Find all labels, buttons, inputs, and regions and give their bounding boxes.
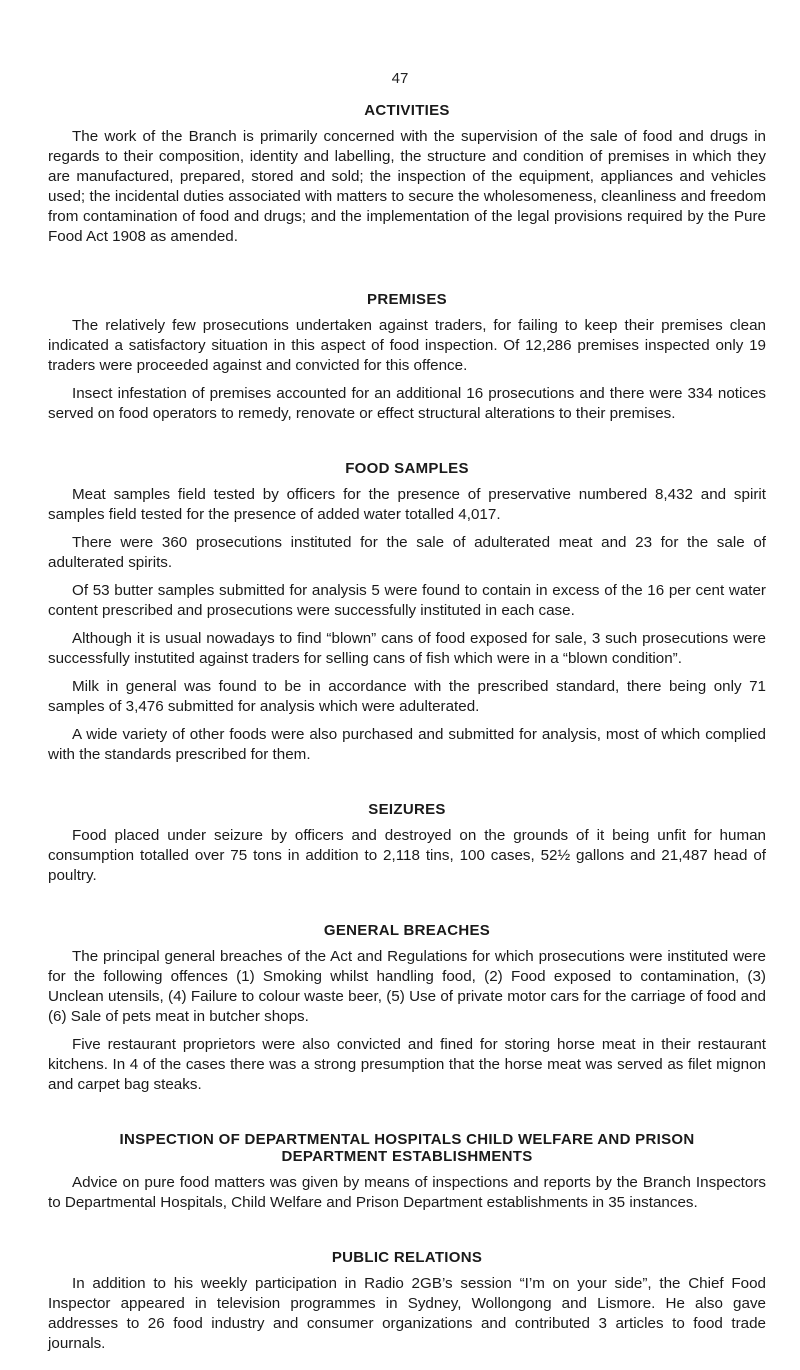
section-heading: PUBLIC RELATIONS — [331, 1249, 483, 1266]
section-premises — [48, 291, 766, 424]
section-heading: FOOD SAMPLES — [345, 460, 469, 477]
paragraph: Meat samples field tested by officers for the presence of preservative numbered 8,432 and spirit samples field tested for the presence of added water totalled 4,017. — [48, 486, 766, 523]
section-heading: INSPECTION OF DEPARTMENTAL HOSPITALS CHILD WELFARE AND PRISON DEPARTMENT ESTABLISHMENTS — [119, 1131, 695, 1165]
paragraph: In addition to his weekly participation in Radio 2GB’s session “I’m on your side”, the Chief Food Inspector appeared in television programmes in Sydney, Wollongong and Lismore. He also gave addresses to 26 food industry and consumer organizations and contributed 3 articles to food trade journals. — [48, 1275, 766, 1352]
section-heading: SEIZURES — [368, 801, 446, 818]
section-public-relations — [48, 1249, 766, 1354]
paragraph: There were 360 prosecutions instituted for the sale of adulterated meat and 23 for the sale of adulterated spirits. — [48, 534, 766, 571]
section-activities — [48, 102, 766, 247]
paragraph: A wide variety of other foods were also purchased and submitted for analysis, most of which complied with the standards prescribed for them. — [48, 726, 766, 763]
paragraph: Milk in general was found to be in accordance with the prescribed standard, there being only 71 samples of 3,476 submitted for analysis which were adulterated. — [48, 678, 766, 715]
section-inspection — [48, 1131, 766, 1213]
paragraph: Although it is usual nowadays to find “blown” cans of food exposed for sale, 3 such prosecutions were successfully instutited against traders for selling cans of fish which were in a “blown condition”. — [48, 630, 766, 667]
section-general-breaches — [48, 922, 766, 1095]
paragraph: The relatively few prosecutions undertaken against traders, for failing to keep their premises clean indicated a satisfactory situation in this aspect of food inspection. Of 12,286 premises inspected only 19 traders were proceeded against and convicted for this offence. — [48, 317, 766, 374]
section-heading: PREMISES — [367, 291, 447, 308]
paragraph: Insect infestation of premises accounted for an additional 16 prosecutions and there were 334 notices served on food operators to remedy, renovate or effect structural alterations to their premises. — [48, 385, 766, 422]
paragraph: Five restaurant proprietors were also convicted and fined for storing horse meat in their restaurant kitchens. In 4 of the cases there was a strong presumption that the horse meat was served as filet mignon and carpet bag steaks. — [48, 1036, 766, 1093]
paragraph: Food placed under seizure by officers and destroyed on the grounds of it being unfit for human consumption totalled over 75 tons in addition to 2,118 tins, 100 cases, 52½ gallons and 21,487 head of poultry. — [48, 827, 766, 884]
paragraph: The work of the Branch is primarily concerned with the supervision of the sale of food and drugs in regards to their composition, identity and labelling, the structure and condition of premises in which they are manufactured, prepared, stored and sold; the inspection of the equipment, appliances and vehicles used; the incidental duties associated with matters to secure the wholesomeness, cleanliness and freedom from contamination of food and drugs; and the implementation of the legal provisions required by the Pure Food Act 1908 as amended. — [48, 128, 766, 245]
document-page — [48, 62, 766, 1362]
section-seizures — [48, 801, 766, 886]
page-number: 47 — [391, 70, 409, 87]
section-food-samples — [48, 460, 766, 765]
paragraph: The principal general breaches of the Act and Regulations for which prosecutions were instituted were for the following offences (1) Smoking whilst handling food, (2) Food exposed to contamination, (3) Unclean utensils, (4) Failure to colour waste beer, (5) Use of private motor cars for the carriage of food and (6) Sale of pets meat in butcher shops. — [48, 948, 766, 1025]
section-heading: ACTIVITIES — [364, 102, 450, 119]
paragraph: Advice on pure food matters was given by means of inspections and reports by the Branch Inspectors to Departmental Hospitals, Child Welfare and Prison Department establishments in 35 instances. — [48, 1174, 766, 1211]
section-heading: GENERAL BREACHES — [323, 922, 491, 939]
paragraph: Of 53 butter samples submitted for analysis 5 were found to contain in excess of the 16 per cent water content prescribed and prosecutions were successfully instituted in each case. — [48, 582, 766, 619]
